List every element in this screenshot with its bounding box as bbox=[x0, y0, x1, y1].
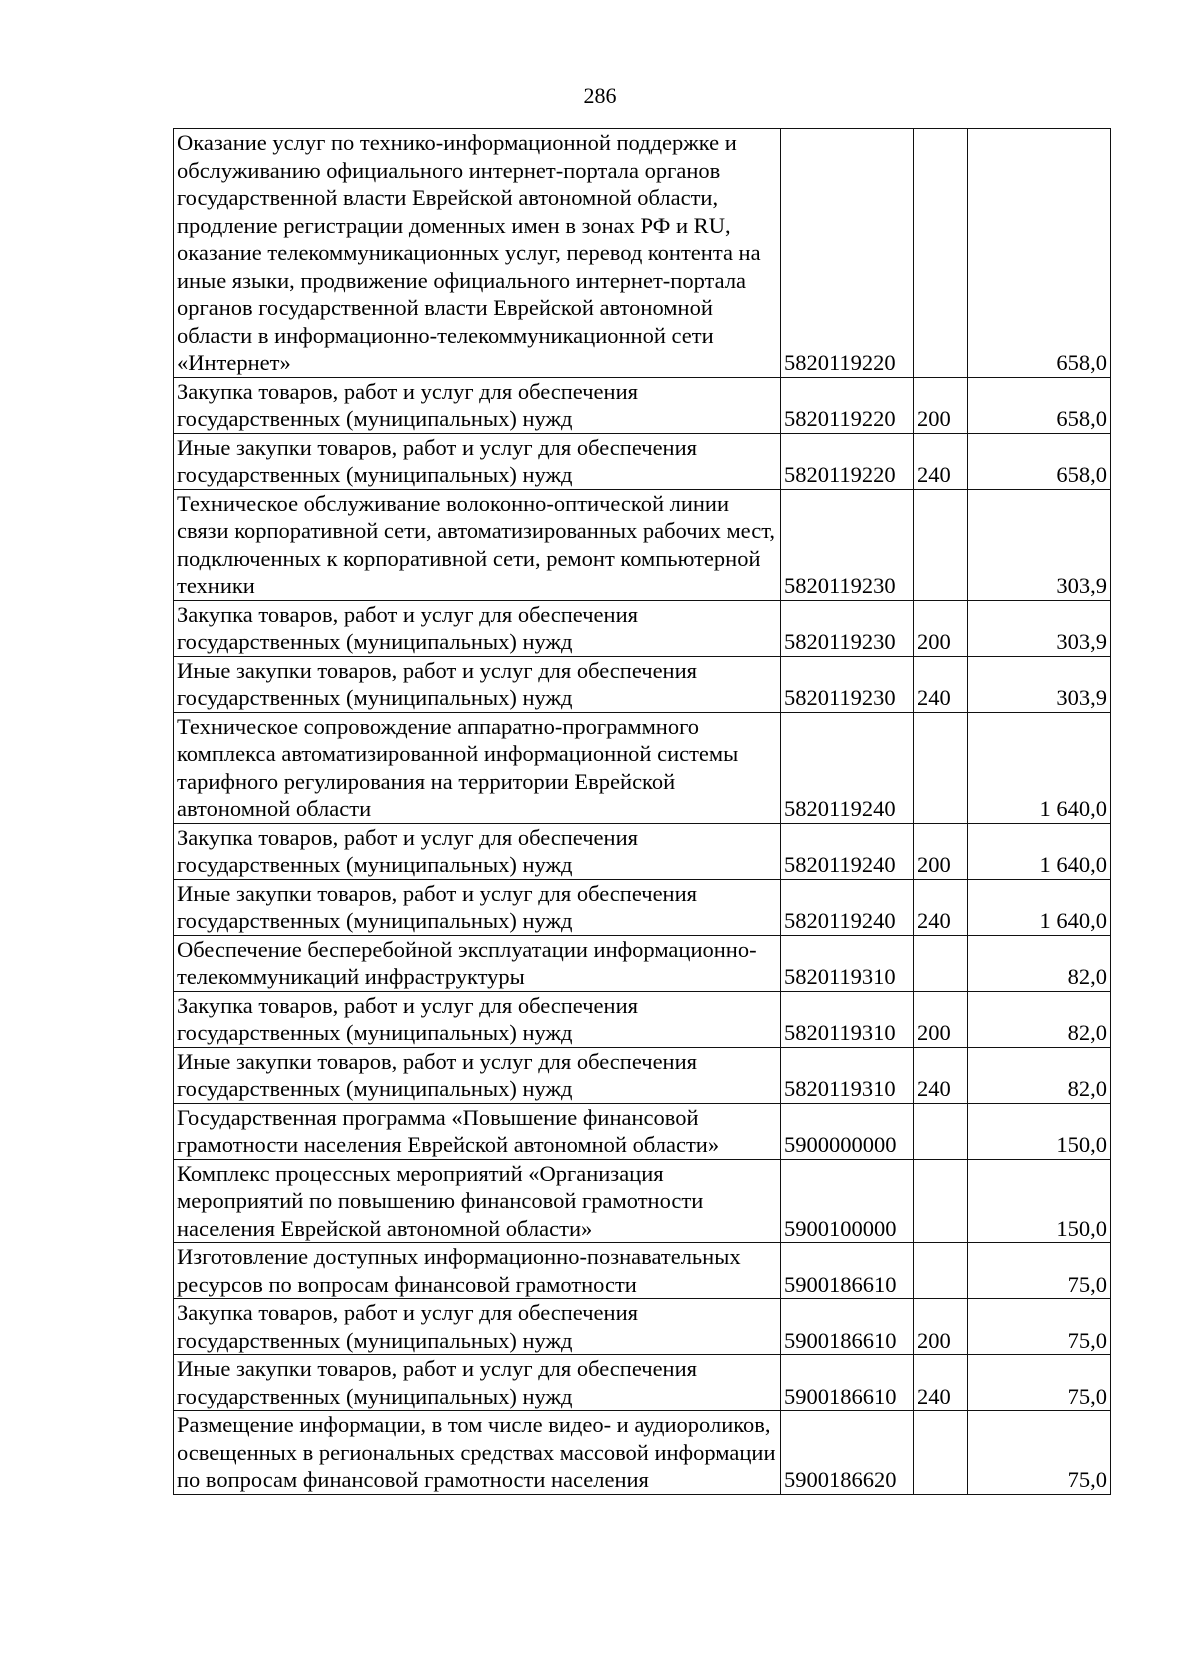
row-name: Комплекс процессных мероприятий «Организация мероприятий по повышению финансовой грамотности населения Еврейской автономной области» bbox=[174, 1159, 781, 1243]
table-row bbox=[174, 433, 1111, 489]
row-type: 240 bbox=[914, 433, 968, 489]
row-amount: 1 640,0 bbox=[968, 823, 1111, 879]
row-code: 5820119220 bbox=[781, 433, 914, 489]
row-type bbox=[914, 1159, 968, 1243]
row-amount: 82,0 bbox=[968, 991, 1111, 1047]
row-type: 240 bbox=[914, 879, 968, 935]
row-amount: 75,0 bbox=[968, 1411, 1111, 1495]
row-name: Техническое сопровождение аппаратно-программного комплекса автоматизированной информационной системы тарифного регулирования на территории Еврейской автономной области bbox=[174, 712, 781, 823]
table-row bbox=[174, 1047, 1111, 1103]
row-amount: 82,0 bbox=[968, 1047, 1111, 1103]
row-code: 5820119310 bbox=[781, 1047, 914, 1103]
row-name: Обеспечение бесперебойной эксплуатации информационно-телекоммуникаций инфраструктуры bbox=[174, 935, 781, 991]
table-row bbox=[174, 377, 1111, 433]
row-code: 5820119310 bbox=[781, 935, 914, 991]
row-code: 5900186620 bbox=[781, 1411, 914, 1495]
row-name: Изготовление доступных информационно-познавательных ресурсов по вопросам финансовой грамотности bbox=[174, 1243, 781, 1299]
row-amount: 303,9 bbox=[968, 656, 1111, 712]
row-amount: 303,9 bbox=[968, 489, 1111, 600]
row-amount: 303,9 bbox=[968, 600, 1111, 656]
row-code: 5820119230 bbox=[781, 600, 914, 656]
row-name: Иные закупки товаров, работ и услуг для обеспечения государственных (муниципальных) нужд bbox=[174, 1355, 781, 1411]
row-code: 5900186610 bbox=[781, 1299, 914, 1355]
row-code: 5820119220 bbox=[781, 377, 914, 433]
table-row bbox=[174, 712, 1111, 823]
row-type: 200 bbox=[914, 600, 968, 656]
row-amount: 1 640,0 bbox=[968, 879, 1111, 935]
row-amount: 75,0 bbox=[968, 1355, 1111, 1411]
row-amount: 82,0 bbox=[968, 935, 1111, 991]
table-row bbox=[174, 1411, 1111, 1495]
row-type bbox=[914, 489, 968, 600]
table-row bbox=[174, 1299, 1111, 1355]
row-code: 5900186610 bbox=[781, 1243, 914, 1299]
row-type bbox=[914, 1411, 968, 1495]
row-name: Размещение информации, в том числе видео- и аудиороликов, освещенных в региональных средствах массовой информации по вопросам финансовой грамотности населения bbox=[174, 1411, 781, 1495]
row-name: Оказание услуг по технико-информационной поддержке и обслуживанию официального интернет-портала органов государственной власти Еврейской автономной области, продление регистрации доменных имен в зонах РФ и RU, оказание телекоммуникационных услуг, перевод контента на иные языки, продвижение официального интернет-портала органов государственной власти Еврейской автономной области в информационно-телекоммуникационной сети «Интернет» bbox=[174, 129, 781, 378]
row-type: 200 bbox=[914, 991, 968, 1047]
budget-table bbox=[173, 128, 1111, 1495]
row-code: 5820119220 bbox=[781, 129, 914, 378]
row-type bbox=[914, 129, 968, 378]
table-row bbox=[174, 600, 1111, 656]
row-type: 240 bbox=[914, 1355, 968, 1411]
table-row bbox=[174, 1355, 1111, 1411]
row-amount: 150,0 bbox=[968, 1103, 1111, 1159]
row-code: 5820119310 bbox=[781, 991, 914, 1047]
row-amount: 150,0 bbox=[968, 1159, 1111, 1243]
row-type: 240 bbox=[914, 656, 968, 712]
row-code: 5900100000 bbox=[781, 1159, 914, 1243]
row-name: Закупка товаров, работ и услуг для обеспечения государственных (муниципальных) нужд bbox=[174, 991, 781, 1047]
row-amount: 658,0 bbox=[968, 377, 1111, 433]
row-name: Техническое обслуживание волоконно-оптической линии связи корпоративной сети, автоматизированных рабочих мест, подключенных к корпоративной сети, ремонт компьютерной техники bbox=[174, 489, 781, 600]
row-type: 240 bbox=[914, 1047, 968, 1103]
table-row bbox=[174, 879, 1111, 935]
table-row bbox=[174, 1243, 1111, 1299]
table-row bbox=[174, 823, 1111, 879]
row-type: 200 bbox=[914, 1299, 968, 1355]
row-code: 5900186610 bbox=[781, 1355, 914, 1411]
row-name: Иные закупки товаров, работ и услуг для обеспечения государственных (муниципальных) нужд bbox=[174, 879, 781, 935]
row-code: 5820119230 bbox=[781, 656, 914, 712]
table-row bbox=[174, 129, 1111, 378]
row-name: Закупка товаров, работ и услуг для обеспечения государственных (муниципальных) нужд bbox=[174, 1299, 781, 1355]
row-name: Закупка товаров, работ и услуг для обеспечения государственных (муниципальных) нужд bbox=[174, 377, 781, 433]
row-name: Иные закупки товаров, работ и услуг для обеспечения государственных (муниципальных) нужд bbox=[174, 1047, 781, 1103]
row-type bbox=[914, 1243, 968, 1299]
table-row bbox=[174, 1103, 1111, 1159]
row-code: 5820119240 bbox=[781, 879, 914, 935]
row-code: 5900000000 bbox=[781, 1103, 914, 1159]
row-amount: 75,0 bbox=[968, 1243, 1111, 1299]
table-row bbox=[174, 656, 1111, 712]
row-code: 5820119240 bbox=[781, 712, 914, 823]
table-row bbox=[174, 991, 1111, 1047]
page-number: 286 bbox=[583, 83, 617, 108]
row-name: Иные закупки товаров, работ и услуг для обеспечения государственных (муниципальных) нужд bbox=[174, 433, 781, 489]
table-row bbox=[174, 1159, 1111, 1243]
row-name: Иные закупки товаров, работ и услуг для обеспечения государственных (муниципальных) нужд bbox=[174, 656, 781, 712]
table-row bbox=[174, 489, 1111, 600]
row-name: Государственная программа «Повышение финансовой грамотности населения Еврейской автономной области» bbox=[174, 1103, 781, 1159]
row-amount: 658,0 bbox=[968, 129, 1111, 378]
table-row bbox=[174, 935, 1111, 991]
row-type: 200 bbox=[914, 377, 968, 433]
row-code: 5820119240 bbox=[781, 823, 914, 879]
row-type bbox=[914, 712, 968, 823]
row-amount: 75,0 bbox=[968, 1299, 1111, 1355]
row-amount: 658,0 bbox=[968, 433, 1111, 489]
row-type: 200 bbox=[914, 823, 968, 879]
row-code: 5820119230 bbox=[781, 489, 914, 600]
row-name: Закупка товаров, работ и услуг для обеспечения государственных (муниципальных) нужд bbox=[174, 600, 781, 656]
row-type bbox=[914, 935, 968, 991]
row-type bbox=[914, 1103, 968, 1159]
row-name: Закупка товаров, работ и услуг для обеспечения государственных (муниципальных) нужд bbox=[174, 823, 781, 879]
row-amount: 1 640,0 bbox=[968, 712, 1111, 823]
